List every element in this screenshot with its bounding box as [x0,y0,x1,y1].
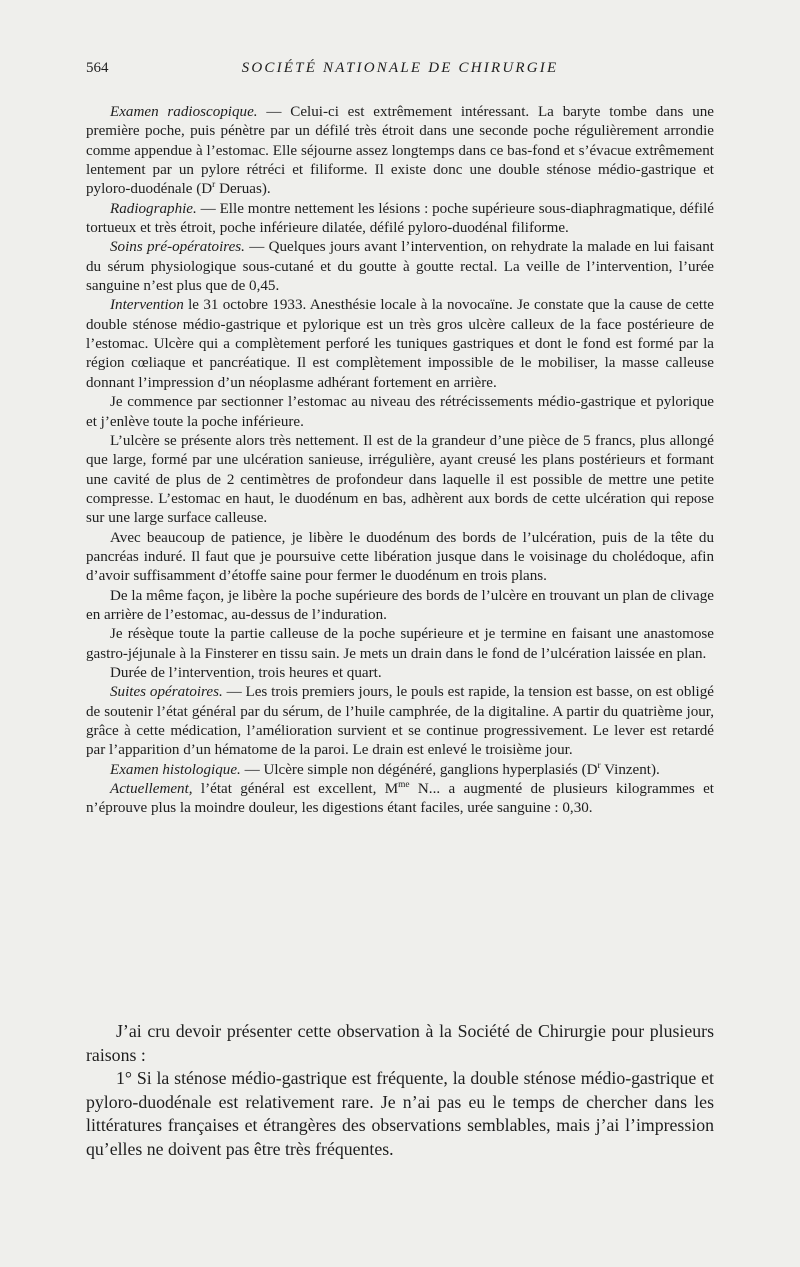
paragraph-lead: Soins pré-opératoires. [110,239,245,256]
paragraph [86,393,714,432]
paragraph [86,103,714,200]
paragraph [86,683,714,760]
paragraph-text: — Les trois premiers jours, le pouls est rapide, la tension est basse, on est obligé de soutenir l’état général par du sérum, de l’huile camphrée, de la digitaline. A partir du quatrième jour, grâce à cette médication, l’amélioration survient et se continue progressivement. Le lever est retardé par l’apparition d’un hématome de la paroi. Le drain est enlevé le troisième jour. [86,684,714,759]
paragraph [86,1067,714,1161]
paragraph [86,529,714,587]
paragraph-text: — Celui-ci est extrêmement intéressant. La baryte tombe dans une première poche, puis pénètre par un défilé très étroit dans une seconde poche régulièrement arrondie comme appendue à l’estomac. Elle séjourne assez longtemps dans ce bas-fond et s’évacue extrêmement lentement par un pylore rétréci et filiforme. Il existe donc une double sténose médio-gastrique et pyloro-duodénale (D [86,104,714,198]
paragraph [86,587,714,626]
paragraph-text: le 31 octobre 1933. Anesthésie locale à la novocaïne. Je constate que la cause de cette double sténose médio-gastrique et pylorique est un très gros ulcère calleux de la face postérieure de l’estomac. Ulcère qui a complètement perforé les tuniques gastriques et dont le fond est formé par la région cœliaque et pancréatique. Il est complètement impossible de le mobiliser, la masse calleuse donnant l’impression d’un néoplasme adhérant fortement en arrière. [86,297,714,391]
paragraph-text: — Elle montre nettement les lésions : poche supérieure sous-diaphragmatique, défilé tortueux et très étroit, poche inférieure dilatée, défilé pyloro-duodénal filiforme. [86,200,714,237]
paragraph-text-cont: Vinzent). [600,761,660,778]
paragraph-lead: Suites opératoires. [110,684,223,701]
paragraph [86,780,714,819]
paragraph [86,432,714,529]
page-header [86,60,714,84]
paragraph-text-cont: Deruas). [215,181,271,198]
paragraph-text: J’ai cru devoir présenter cette observation à la Société de Chirurgie pour plusieurs raisons : [86,1021,714,1065]
paragraph [86,296,714,393]
superscript: me [398,780,410,790]
paragraph-text: Je résèque toute la partie calleuse de la poche supérieure et je termine en faisant une anastomose gastro-jéjunale à la Finsterer en tissu sain. Je mets un drain dans le fond de l’ulcération laissée en plan. [86,626,714,662]
paragraph-text: l’état général est excellent, M [192,781,399,798]
paragraph-lead: Actuellement, [110,781,193,798]
page-number: 564 [86,60,109,76]
paragraph-text-cont: N... a augmenté de plusieurs kilogrammes et n’éprouve plus la moindre douleur, les digestions étant faciles, urée sanguine : 0,30. [86,781,714,817]
superscript: r [597,760,601,771]
paragraph-lead: Examen histologique. [110,761,241,778]
paragraph-text: Je commence par sectionner l’estomac au niveau des rétrécissements médio-gastrique et pylorique et j’enlève toute la poche inférieure. [86,394,714,430]
paragraph [86,625,714,664]
paragraph [86,238,714,296]
paragraph [86,761,714,780]
paragraph-lead: Intervention [110,297,184,314]
paragraph [86,664,714,683]
paragraph [86,200,714,239]
paragraph-text: — Quelques jours avant l’intervention, on rehydrate la malade en lui faisant du sérum physiologique sous-cutané et du goutte à goutte rectal. La veille de l’intervention, l’urée sanguine n’est plus que de 0,45. [86,239,714,295]
observation-text [86,103,714,819]
superscript: r [212,180,216,191]
paragraph [86,1020,714,1067]
paragraph-text: L’ulcère se présente alors très nettement. Il est de la grandeur d’une pièce de 5 francs, plus allongé que large, formé par une ulcération sanieuse, irrégulière, ayant creusé les plans postérieurs et formant une cavité de plus de 2 centimètres de profondeur dans laquelle il est possible de mettre une petite compresse. L’estomac en haut, le duodénum en bas, adhèrent aux bords de cette ulcération qui repose sur une large surface calleuse. [86,432,714,527]
paragraph-text: — Ulcère simple non dégénéré, ganglions hyperplasiés (D [240,761,598,778]
paragraph-text: Avec beaucoup de patience, je libère le duodénum des bords de l’ulcération, puis de la tête du pancréas induré. Il faut que je poursuive cette libération jusque dans le voisinage du cholédoque, afin d’avoir suffisamment d’étoffe saine pour fermer le duodénum en trois plans. [86,529,714,585]
paragraph-text: 1° Si la sténose médio-gastrique est fréquente, la double sténose médio-gastrique et pyloro-duodénale est relativement rare. Je n’ai pas eu le temps de chercher dans les littératures françaises et étrangères des observations semblables, mais j’ai l’impression qu’elles ne doivent pas être très fréquentes. [86,1068,714,1159]
paragraph-text: Durée de l’intervention, trois heures et quart. [110,664,382,681]
paragraph-text: De la même façon, je libère la poche supérieure des bords de l’ulcère en trouvant un plan de clivage en arrière de l’estomac, au-dessus de l’induration. [86,587,714,623]
running-title: SOCIÉTÉ NATIONALE DE CHIRURGIE [241,60,559,76]
paragraph-lead: Radiographie. [110,200,197,217]
discussion-text [86,1020,714,1161]
paragraph-lead: Examen radioscopique. [110,104,258,120]
